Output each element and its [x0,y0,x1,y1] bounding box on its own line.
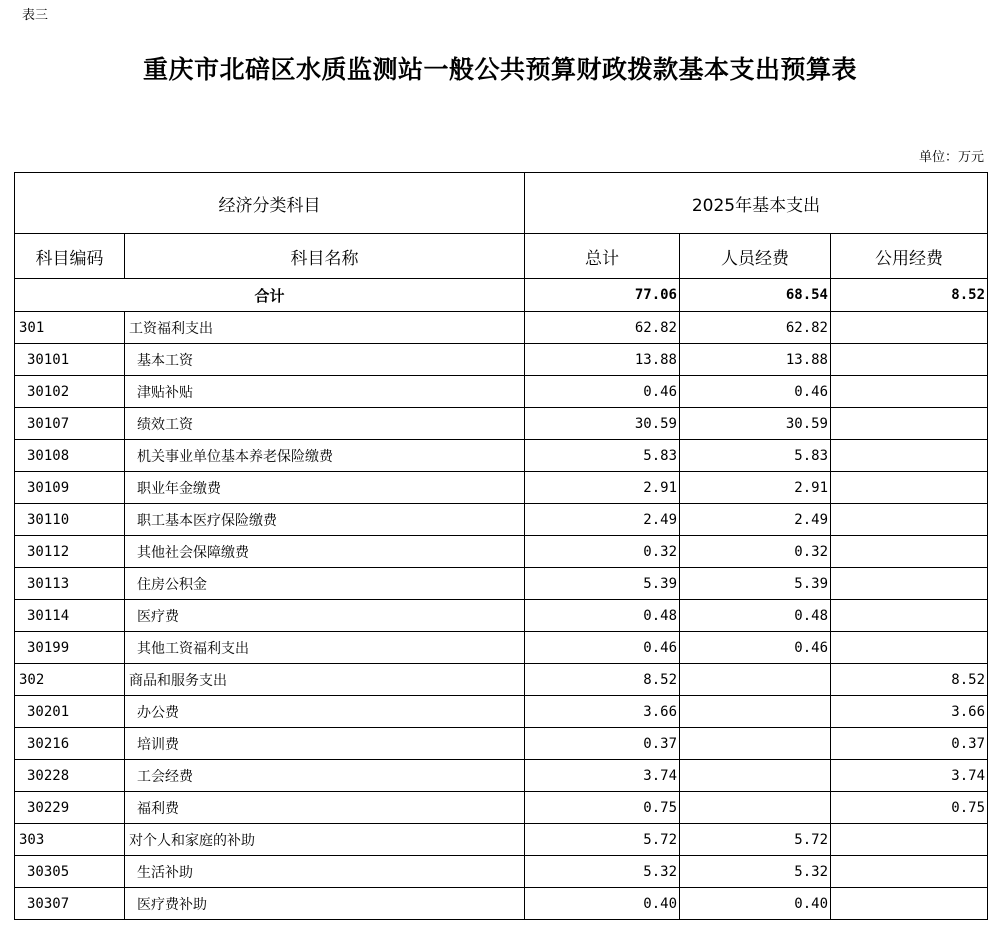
personnel-cell: 30.59 [680,408,831,440]
header-personnel-cost: 人员经费 [680,234,831,279]
total-cell: 5.39 [525,568,680,600]
table-row [15,504,988,536]
table-row [15,536,988,568]
public-cell [831,856,988,888]
subject-name-cell: 机关事业单位基本养老保险缴费 [125,440,525,472]
subject-code-cell: 30305 [15,856,125,888]
total-cell: 2.91 [525,472,680,504]
personnel-cell [680,760,831,792]
personnel-cell: 5.39 [680,568,831,600]
public-cell [831,312,988,344]
subject-name-cell: 津贴补贴 [125,376,525,408]
public-cell: 0.37 [831,728,988,760]
subject-code-cell: 302 [15,664,125,696]
header-subject-name: 科目名称 [125,234,525,279]
personnel-cell: 5.72 [680,824,831,856]
subject-name-cell: 医疗费补助 [125,888,525,920]
table-row [15,376,988,408]
total-amount: 77.06 [525,279,680,312]
total-cell: 0.32 [525,536,680,568]
total-cell: 5.83 [525,440,680,472]
public-cell [831,408,988,440]
header-basic-expenditure-2025: 2025年基本支出 [525,173,988,234]
public-cell [831,504,988,536]
total-cell: 0.46 [525,632,680,664]
personnel-cell: 0.32 [680,536,831,568]
total-row [15,279,988,312]
subject-name-cell: 职业年金缴费 [125,472,525,504]
subject-code-cell: 30201 [15,696,125,728]
subject-code-cell: 30307 [15,888,125,920]
total-cell: 2.49 [525,504,680,536]
subject-code-cell: 30216 [15,728,125,760]
subject-name-cell: 住房公积金 [125,568,525,600]
total-cell: 13.88 [525,344,680,376]
header-total: 总计 [525,234,680,279]
table-row [15,440,988,472]
budget-table [14,172,988,920]
public-cell [831,344,988,376]
personnel-cell [680,696,831,728]
subject-name-cell: 医疗费 [125,600,525,632]
subject-code-cell: 30199 [15,632,125,664]
total-cell: 5.32 [525,856,680,888]
public-cell [831,632,988,664]
personnel-cell: 0.40 [680,888,831,920]
total-cell: 3.74 [525,760,680,792]
public-cell [831,600,988,632]
subject-name-cell: 工资福利支出 [125,312,525,344]
subject-code-cell: 301 [15,312,125,344]
subject-name-cell: 对个人和家庭的补助 [125,824,525,856]
table-row [15,888,988,920]
header-subject-code: 科目编码 [15,234,125,279]
personnel-cell: 5.83 [680,440,831,472]
subject-name-cell: 工会经费 [125,760,525,792]
subject-name-cell: 办公费 [125,696,525,728]
personnel-cell [680,728,831,760]
subject-name-cell: 商品和服务支出 [125,664,525,696]
subject-name-cell: 其他社会保障缴费 [125,536,525,568]
subject-code-cell: 303 [15,824,125,856]
total-cell: 30.59 [525,408,680,440]
table-row [15,824,988,856]
subject-code-cell: 30112 [15,536,125,568]
sheet-tag: 表三 [22,8,49,23]
header-group-row [15,173,988,234]
subject-code-cell: 30102 [15,376,125,408]
total-personnel: 68.54 [680,279,831,312]
subject-name-cell: 福利费 [125,792,525,824]
table-row [15,856,988,888]
total-cell: 0.46 [525,376,680,408]
public-cell [831,472,988,504]
table-row [15,600,988,632]
total-cell: 0.40 [525,888,680,920]
total-cell: 0.75 [525,792,680,824]
subject-code-cell: 30228 [15,760,125,792]
subject-code-cell: 30113 [15,568,125,600]
personnel-cell [680,792,831,824]
subject-code-cell: 30114 [15,600,125,632]
public-cell [831,376,988,408]
subject-code-cell: 30229 [15,792,125,824]
personnel-cell: 0.46 [680,376,831,408]
header-economic-classification: 经济分类科目 [15,173,525,234]
subject-name-cell: 生活补助 [125,856,525,888]
personnel-cell: 5.32 [680,856,831,888]
table-row [15,696,988,728]
personnel-cell [680,664,831,696]
personnel-cell: 2.49 [680,504,831,536]
table-row [15,760,988,792]
table-row [15,664,988,696]
total-public: 8.52 [831,279,988,312]
header-column-row [15,234,988,279]
table-row [15,312,988,344]
unit-label: 单位：万元 [918,150,984,165]
table-row [15,568,988,600]
public-cell: 8.52 [831,664,988,696]
subject-code-cell: 30101 [15,344,125,376]
total-cell: 3.66 [525,696,680,728]
subject-name-cell: 其他工资福利支出 [125,632,525,664]
personnel-cell: 13.88 [680,344,831,376]
public-cell [831,536,988,568]
total-cell: 62.82 [525,312,680,344]
table-row [15,632,988,664]
total-label: 合计 [15,279,525,312]
table-row [15,408,988,440]
personnel-cell: 62.82 [680,312,831,344]
public-cell: 3.66 [831,696,988,728]
table-row [15,728,988,760]
subject-code-cell: 30107 [15,408,125,440]
subject-code-cell: 30110 [15,504,125,536]
header-public-cost: 公用经费 [831,234,988,279]
personnel-cell: 0.46 [680,632,831,664]
subject-code-cell: 30108 [15,440,125,472]
public-cell: 0.75 [831,792,988,824]
table-row [15,472,988,504]
total-cell: 0.37 [525,728,680,760]
total-cell: 8.52 [525,664,680,696]
table-row [15,344,988,376]
total-cell: 0.48 [525,600,680,632]
total-cell: 5.72 [525,824,680,856]
subject-name-cell: 职工基本医疗保险缴费 [125,504,525,536]
personnel-cell: 0.48 [680,600,831,632]
public-cell [831,440,988,472]
public-cell [831,824,988,856]
public-cell: 3.74 [831,760,988,792]
public-cell [831,888,988,920]
subject-name-cell: 培训费 [125,728,525,760]
subject-code-cell: 30109 [15,472,125,504]
document-title: 重庆市北碚区水质监测站一般公共预算财政拨款基本支出预算表 [142,55,857,84]
table-row [15,792,988,824]
subject-name-cell: 绩效工资 [125,408,525,440]
public-cell [831,568,988,600]
subject-name-cell: 基本工资 [125,344,525,376]
personnel-cell: 2.91 [680,472,831,504]
